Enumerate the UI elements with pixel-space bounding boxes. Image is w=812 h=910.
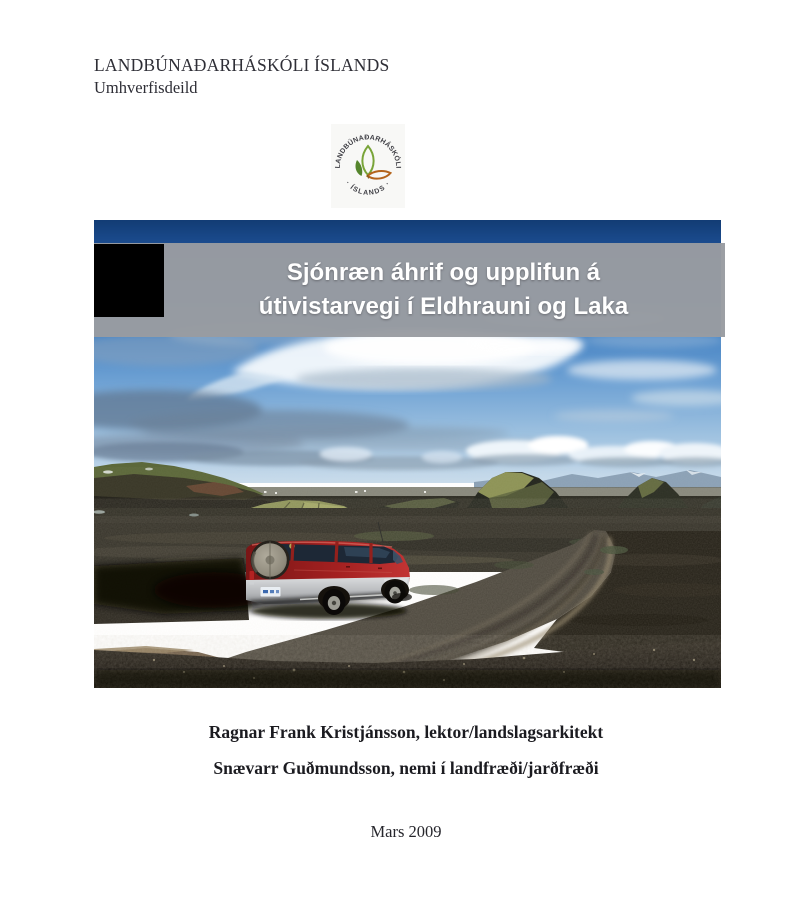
svg-text:· ÍSLANDS ·: · ÍSLANDS · xyxy=(343,180,393,197)
redacted-black-box xyxy=(94,244,164,317)
report-title-line-2: útivistarvegi í Eldhrauni og Laka xyxy=(258,293,629,320)
report-title xyxy=(166,256,721,324)
authors-block xyxy=(0,721,812,779)
department-name: Umhverfisdeild xyxy=(94,77,198,97)
report-title-line-1: Sjónræn áhrif og upplifun á xyxy=(286,259,601,286)
institution-name: LANDBÚNAÐARHÁSKÓLI ÍSLANDS xyxy=(94,55,390,75)
publication-date: Mars 2009 xyxy=(370,822,442,841)
cover-photo xyxy=(94,220,721,688)
university-logo xyxy=(331,124,405,208)
author-2: Snævarr Guðmundsson, nemi í landfræði/jarðfræði xyxy=(213,758,599,778)
svg-text:LANDBÚNAÐARHÁSKÓLI: LANDBÚNAÐARHÁSKÓLI xyxy=(334,134,402,169)
title-banner xyxy=(94,243,725,337)
institution-header xyxy=(94,55,389,98)
university-logo-icon xyxy=(331,124,405,208)
author-1: Ragnar Frank Kristjánsson, lektor/landslagsarkitekt xyxy=(208,722,604,742)
